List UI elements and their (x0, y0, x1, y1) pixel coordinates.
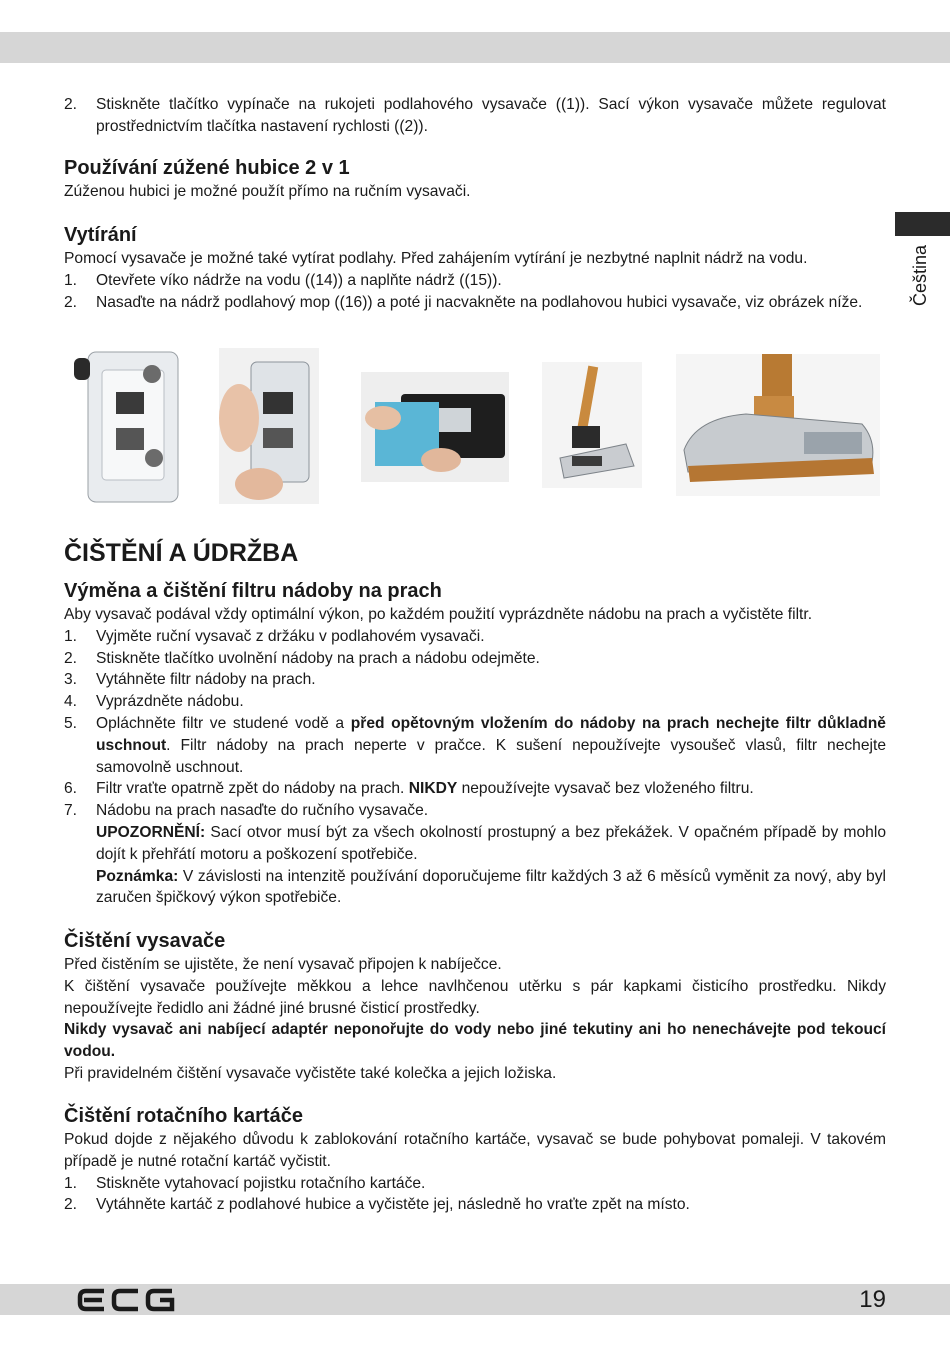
section-heading: Výměna a čištění filtru nádoby na prach (64, 580, 442, 602)
circled-number: ( (560, 96, 567, 113)
paragraph: Pokud dojde z nějakého důvodu k zablokování rotačního kartáče, vysavač se bude pohybovat pomaleji. V takovém případě je nutné rotační kartáč vyčistit. (64, 1131, 886, 1170)
photo-mop-attach (361, 372, 509, 482)
paragraph: Před čistěním se ujistěte, že není vysavač připojen k nabíječce. (64, 956, 502, 973)
list-item: 1. Stiskněte vytahovací pojistku rotačního kartáče. (64, 1174, 426, 1192)
warning-note: UPOZORNĚNÍ: Sací otvor musí být za všech okolností prostupný a bez překážek. V opačném případě by mohlo dojít k přehřátí motoru a poškození spotřebiče. (96, 823, 886, 863)
safety-warning: Nikdy vysavač ani nabíjecí adaptér neponořujte do vody nebo jiné tekutiny ani ho nenechávejte pod tekoucí vodou. (64, 1021, 886, 1061)
list-item: 6. Filtr vraťte opatrně zpět do nádoby na prach. NIKDY nepoužívejte vysavač bez vloženého filtru. (64, 780, 754, 798)
paragraph: K čištění vysavače používejte měkkou a lehce navlhčenou utěrku s pár kapkami čisticího prostředku. Nikdy nepoužívejte ředidlo ani žádné jiné brusné čisticí prostředky. (64, 977, 886, 1017)
circled-number-1: 1 (566, 96, 575, 113)
header-bar (0, 32, 950, 63)
section-heading: Čištění rotačního kartáče (64, 1105, 303, 1127)
photo-vacuum-lift (542, 362, 642, 488)
list-item: 5. Opláchněte filtr ve studené vodě a před opětovným vložením do nádoby na prach nechejte filtr důkladně uschnout. Filtr nádoby na prach neperte v pračce. K sušení nepoužívejte vysoušeč vlasů, filtr nechejte samovolně uschnout. (64, 714, 886, 776)
circled-number-16: 16 (344, 293, 363, 311)
paragraph: Zúženou hubici je možné použít přímo na ručním vysavači. (64, 183, 471, 200)
section-heading: Používání zúžené hubice 2 v 1 (64, 157, 350, 179)
list-item: 2. Stiskněte tlačítko vypínače na rukojeti podlahového vysavače ((1)). Sací výkon vysavače můžete regulovat prostřednictvím tlačítka nastavení rychlosti ((2)). (64, 96, 886, 135)
vacuum-cleaning-section (64, 928, 886, 1085)
circled-number-15: 15 (469, 271, 487, 289)
section-heading: Čištění vysavače (64, 930, 226, 952)
list-item: 7. Nádobu na prach nasaďte do ručního vysavače. UPOZORNĚNÍ: Sací otvor musí být za všech okolností prostupný a bez překážek. V opačném případě by mohlo dojít k přehřátí motoru a poškození spotřebiče. Poznámka: V závislosti na intenzitě používání doporučujeme filtr každých 3 až 6 měsíců vyměnit za nový, aby byl zaručen špičkový výkon spotřebiče. (64, 800, 886, 909)
ecg-logo (76, 1286, 176, 1314)
list-item: 2. Vytáhněte kartáč z podlahové hubice a vyčistěte jej, následně ho vraťte zpět na místo. (64, 1196, 690, 1214)
list-item: 1. Vyjměte ruční vysavač z držáku v podlahovém vysavači. (64, 627, 485, 645)
use-section (64, 94, 886, 138)
list-item: 1. Otevřete víko nádrže na vodu ((14)) a naplňte nádrž ((15)). (64, 271, 502, 289)
section-heading: Vytírání (64, 224, 137, 246)
list-item: 2. Nasaďte na nádrž podlahový mop ((16)) a poté ji nacvakněte na podlahovou hubici vysavače, viz obrázek níže. (64, 293, 863, 311)
paragraph: Při pravidelném čištění vysavače vyčistěte také kolečka a jejich ložiska. (64, 1064, 557, 1082)
circled-number-2: 2 (404, 117, 414, 135)
page-heading: ČIŠTĚNÍ A ÚDRŽBA (64, 539, 299, 567)
mopping-section (64, 222, 886, 313)
photo-water-tank (66, 346, 186, 506)
paragraph: Aby vysavač podával vždy optimální výkon, po každém použití vyprázdněte nádobu na prach a vyčistěte filtr. (64, 606, 813, 623)
list-item: 4. Vyprázdněte nádobu. (64, 693, 244, 711)
tip-note: Poznámka: V závislosti na intenzitě používání doporučujeme filtr každých 3 až 6 měsíců vyměnit za nový, aby byl zaručen špičkový výkon spotřebiče. (96, 867, 886, 907)
list-item: 3. Vytáhněte filtr nádoby na prach. (64, 671, 316, 689)
photo-hands-tank (219, 348, 319, 504)
circled-number-14: 14 (315, 271, 333, 289)
page-number: 19 (859, 1286, 886, 1313)
photo-vacuum-head (676, 354, 880, 496)
narrow-nozzle-section (64, 155, 886, 203)
list-item: 2. Stiskněte tlačítko uvolnění nádoby na prach a nádobu odejměte. (64, 649, 540, 667)
paragraph: Pomocí vysavače je možné také vytírat podlahy. Před zahájením vytírání je nezbytné naplnit nádrž na vodu. (64, 250, 808, 267)
cleaning-section (64, 537, 886, 909)
language-label: Čeština (910, 244, 930, 306)
language-tab-marker (895, 212, 950, 236)
instruction-photos (66, 346, 886, 506)
brush-cleaning-section (64, 1103, 886, 1216)
